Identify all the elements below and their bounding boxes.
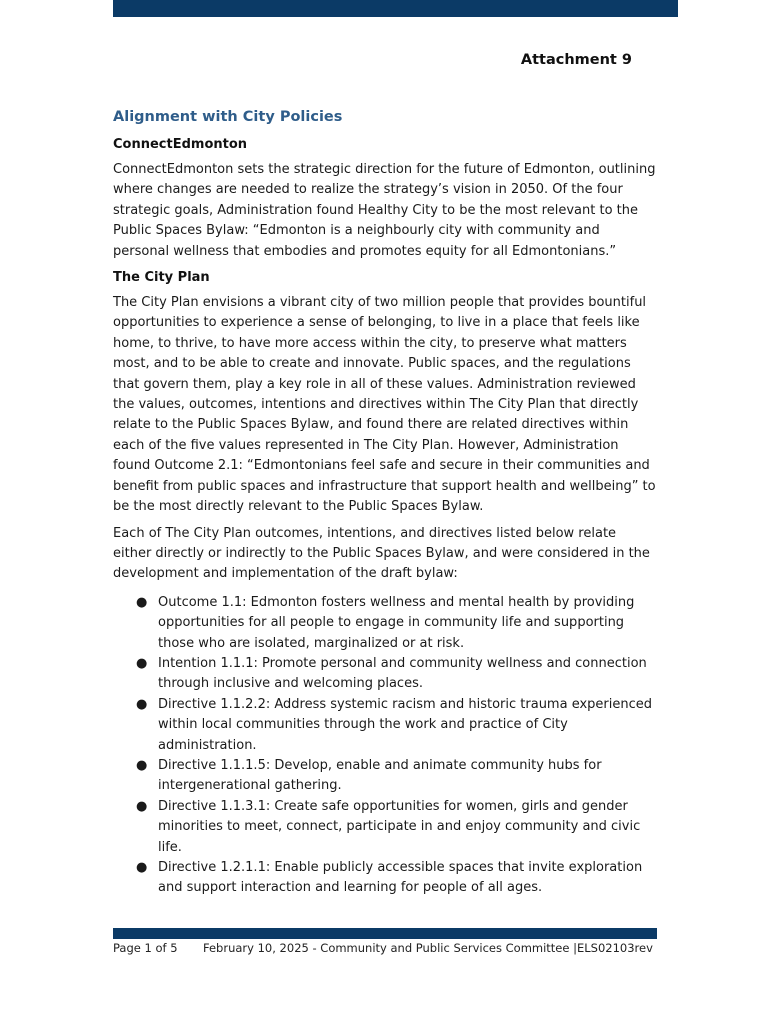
bullet-icon: ●: [136, 798, 148, 814]
page-number: Page 1 of 5: [113, 941, 178, 955]
list-item-text: Intention 1.1.1: Promote personal and community wellness and connection through inclusive and welcoming places.: [158, 655, 647, 692]
city-plan-list-intro: Each of The City Plan outcomes, intentions, and directives listed below relate either directly or indirectly to the Public Spaces Bylaw, and were considered in the development and implementation of the draft bylaw:: [113, 525, 650, 582]
connectedmonton-heading: ConnectEdmonton: [113, 137, 248, 152]
list-item-text: Directive 1.1.3.1: Create safe opportunities for women, girls and gender minorities to meet, connect, participate in and enjoy community and civic life.: [158, 798, 641, 855]
list-item: [113, 756, 658, 797]
city-plan-heading: The City Plan: [113, 270, 210, 286]
document-body: [113, 106, 658, 899]
bullet-icon: ●: [136, 655, 148, 671]
header-bar: [113, 0, 678, 17]
list-item: [113, 797, 658, 858]
list-item: [113, 654, 658, 695]
list-item: [113, 593, 658, 654]
bullet-icon: ●: [136, 696, 148, 712]
list-item-text: Directive 1.1.1.5: Develop, enable and animate community hubs for intergenerational gathering.: [158, 757, 602, 794]
list-item: [113, 695, 658, 756]
bullet-icon: ●: [136, 757, 148, 773]
meeting-info: February 10, 2025 - Community and Public Services Committee |ELS02103rev: [203, 941, 653, 955]
connectedmonton-paragraph: ConnectEdmonton sets the strategic direction for the future of Edmonton, outlining where changes are needed to realize the strategy’s vision in 2050. Of the four strategic goals, Administration found Healthy City to be the most relevant to the Public Spaces Bylaw: “Edmonton is a neighbourly city with community and personal wellness that embodies and promotes equity for all Edmontonians.”: [113, 162, 656, 259]
bullet-icon: ●: [136, 860, 148, 875]
bullet-icon: ●: [136, 594, 148, 610]
list-item: [113, 858, 658, 899]
page-footer: [113, 941, 658, 955]
list-item-text: Outcome 1.1: Edmonton fosters wellness and mental health by providing opportunities for all people to engage in community life and supporting those who are isolated, marginalized or at risk.: [158, 594, 635, 651]
footer-bar: [113, 928, 657, 939]
section-title: Alignment with City Policies: [113, 109, 343, 125]
list-item-text: Directive 1.1.2.2: Address systemic racism and historic trauma experienced within local communities through the work and practice of City administration.: [158, 696, 652, 753]
directives-list: [113, 593, 658, 899]
city-plan-paragraph: The City Plan envisions a vibrant city of two million people that provides bountiful opportunities to experience a sense of belonging, to live in a place that feels like home, to thrive, to have more access within the city, to preserve what matters most, and to be able to create and innovate. Public spaces, and the regulations that govern them, play a key role in all of these values. Administration reviewed the values, outcomes, intentions and directives within The City Plan that directly relate to the Public Spaces Bylaw, and found there are related directives within each of the five values represented in The City Plan. However, Administration found Outcome 2.1: “Edmontonians feel safe and secure in their communities and benefit from public spaces and infrastructure that support health and wellbeing” to be the most directly relevant to the Public Spaces Bylaw.: [113, 295, 656, 515]
attachment-label: Attachment 9: [520, 52, 632, 68]
list-item-text: Directive 1.2.1.1: Enable publicly accessible spaces that invite exploration and support interaction and learning for people of all ages.: [158, 860, 643, 896]
